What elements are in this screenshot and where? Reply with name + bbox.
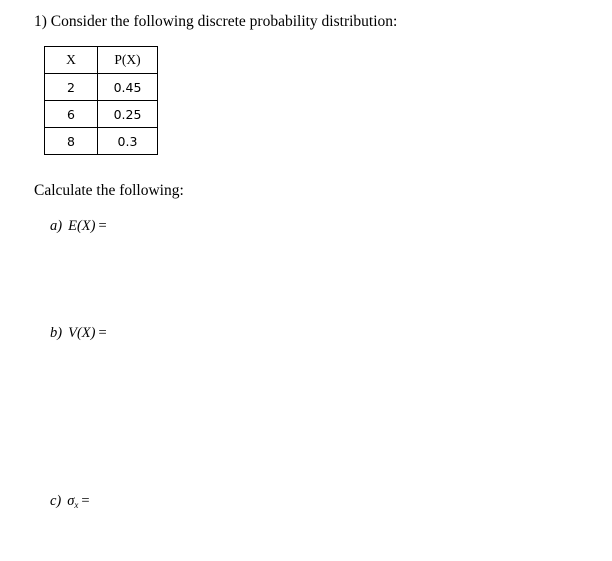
part-c-letter: c)	[50, 493, 62, 509]
part-c-sigma: σ	[67, 493, 75, 509]
table-header-row	[45, 47, 158, 74]
table-row	[45, 101, 158, 128]
header-px: P(X)	[98, 47, 158, 74]
part-a	[50, 217, 107, 235]
part-c-subscript: x	[74, 500, 79, 510]
instruction-text: Calculate the following:	[34, 182, 184, 199]
question-title: 1) Consider the following discrete probability distribution:	[34, 13, 398, 30]
table-row	[45, 74, 158, 101]
cell-x: 8	[45, 128, 98, 155]
cell-px: 0.45	[98, 74, 158, 101]
part-c	[50, 492, 90, 514]
header-x: X	[45, 47, 98, 74]
part-b	[50, 324, 107, 342]
part-a-letter: a)	[50, 218, 63, 234]
table-row	[45, 128, 158, 155]
probability-distribution-table	[44, 46, 158, 155]
part-b-letter: b)	[50, 325, 63, 341]
cell-x: 2	[45, 74, 98, 101]
part-c-equals: =	[81, 493, 90, 509]
part-b-equals: =	[98, 325, 107, 341]
cell-px: 0.3	[98, 128, 158, 155]
cell-x: 6	[45, 101, 98, 128]
part-b-expression: V(X)	[68, 325, 96, 341]
part-a-expression: E(X)	[68, 218, 96, 234]
cell-px: 0.25	[98, 101, 158, 128]
part-a-equals: =	[98, 218, 107, 234]
